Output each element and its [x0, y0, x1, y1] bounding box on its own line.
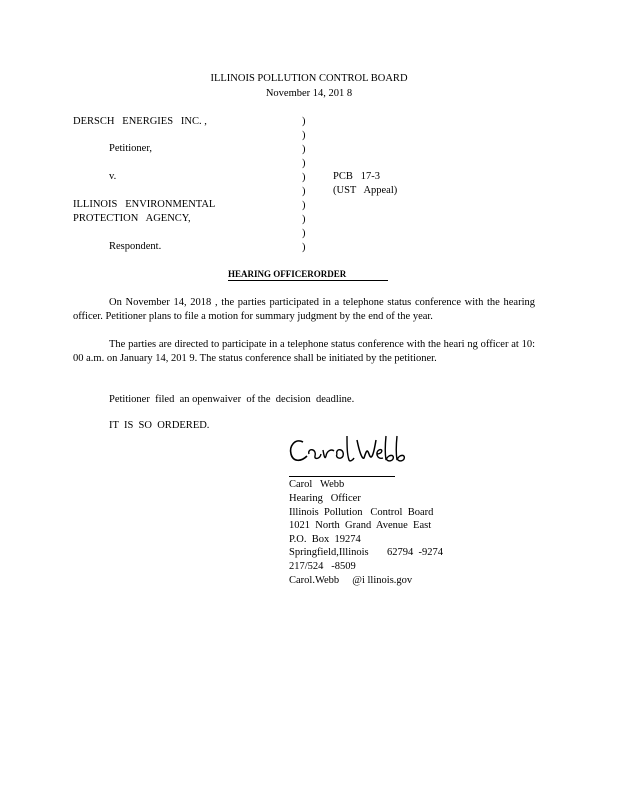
order-paragraph-2: The parties are directed to participate in a telephone status conference with the heari ng officer at 10: 00 a.m. on January 14, 201 9. The status conference shall be initiated by the petitioner.: [73, 339, 535, 364]
caption-paren: ): [302, 228, 306, 239]
order-paragraph-3: Petitioner filed an openwaiver of the decision deadline.: [109, 394, 355, 405]
agency-header: ILLINOIS POLLUTION CONTROL BOARD: [210, 73, 408, 84]
handwritten-signature: [287, 432, 413, 468]
caption-paren: ): [302, 200, 306, 211]
signer-street: 1021 North Grand Avenue East: [289, 520, 432, 531]
signer-city: Springfield,Illinois 62794 -9274: [289, 547, 443, 558]
signer-name: Carol Webb: [289, 479, 345, 490]
respondent-label: Respondent.: [109, 241, 162, 252]
case-type: (UST Appeal): [333, 185, 398, 196]
caption-paren: ): [302, 158, 306, 169]
caption-paren: ): [302, 130, 306, 141]
closing-line: IT IS SO ORDERED.: [109, 420, 210, 431]
petitioner-name: DERSCH ENERGIES INC. ,: [73, 116, 207, 127]
caption-paren: ): [302, 186, 306, 197]
signer-title: Hearing Officer: [289, 493, 361, 504]
petitioner-label: Petitioner,: [109, 143, 153, 154]
signer-email: Carol.Webb @i llinois.gov: [289, 575, 413, 586]
signer-phone: 217/524 -8509: [289, 561, 356, 572]
caption-paren: ): [302, 116, 306, 127]
caption-paren: ): [302, 242, 306, 253]
caption-paren: ): [302, 172, 306, 183]
caption-paren: ): [302, 214, 306, 225]
respondent-name-line2: PROTECTION AGENCY,: [73, 213, 191, 224]
caption-paren: ): [302, 144, 306, 155]
order-title: HEARING OFFICERORDER: [228, 270, 388, 281]
signer-org: Illinois Pollution Control Board: [289, 507, 434, 518]
respondent-name-line1: ILLINOIS ENVIRONMENTAL: [73, 199, 216, 210]
order-date: November 14, 201 8: [265, 88, 353, 99]
order-paragraph-1: On November 14, 2018 , the parties participated in a telephone status conference with the hearing officer. Petitioner plans to file a motion for summary judgment by the end of the year.: [73, 297, 535, 322]
case-number: PCB 17-3: [333, 171, 380, 182]
versus-label: v.: [109, 171, 117, 182]
signature-line: [289, 476, 395, 477]
signer-pobox: P.O. Box 19274: [289, 534, 361, 545]
